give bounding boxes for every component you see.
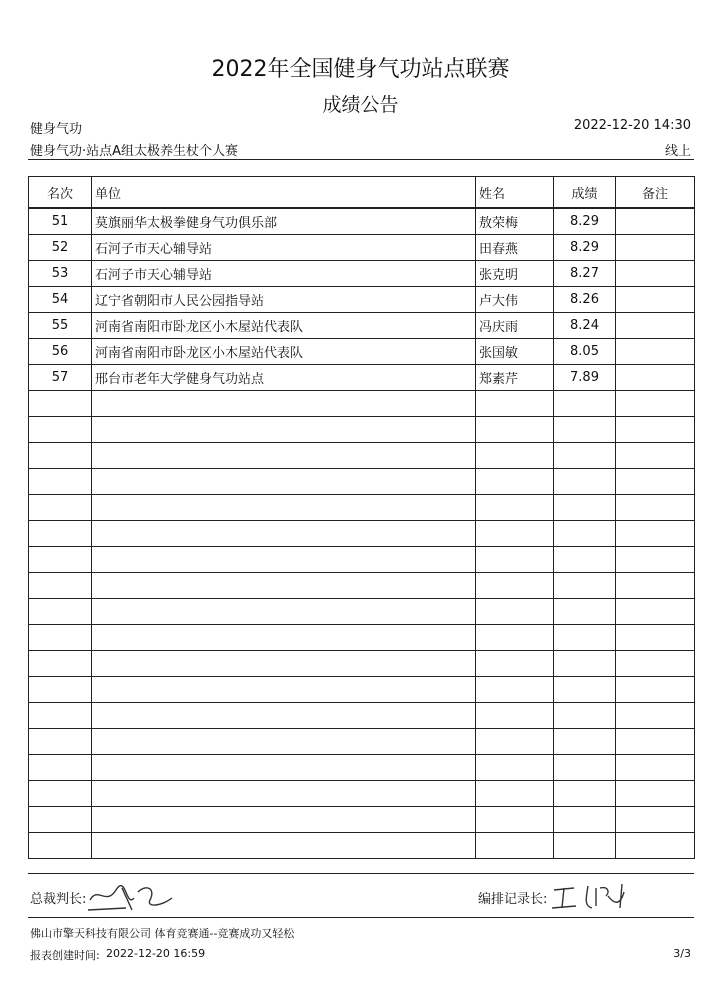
- cell-score: 7.89: [554, 365, 616, 391]
- cell-note: [616, 755, 695, 781]
- cell-note: [616, 833, 695, 859]
- empty-table-row: [29, 391, 695, 417]
- cell-score: [554, 547, 616, 573]
- cell-rank: [29, 391, 92, 417]
- cell-note: [616, 677, 695, 703]
- cell-name: [476, 391, 554, 417]
- cell-rank: 53: [29, 261, 92, 287]
- cell-rank: [29, 781, 92, 807]
- empty-table-row: [29, 547, 695, 573]
- cell-unit: [92, 833, 476, 859]
- cell-unit: 石河子市天心辅导站: [92, 261, 476, 287]
- cell-unit: 石河子市天心辅导站: [92, 235, 476, 261]
- cell-note: [616, 235, 695, 261]
- cell-name: 张国敏: [476, 339, 554, 365]
- page-title: 2022年全国健身气功站点联赛: [211, 57, 510, 82]
- cell-unit: [92, 677, 476, 703]
- cell-score: [554, 677, 616, 703]
- empty-table-row: [29, 599, 695, 625]
- cell-unit: [92, 469, 476, 495]
- cell-rank: [29, 495, 92, 521]
- empty-table-row: [29, 651, 695, 677]
- cell-score: [554, 703, 616, 729]
- cell-name: [476, 625, 554, 651]
- cell-rank: 56: [29, 339, 92, 365]
- cell-unit: [92, 391, 476, 417]
- cell-rank: [29, 833, 92, 859]
- col-unit-header: 单位: [92, 177, 476, 209]
- empty-table-row: [29, 443, 695, 469]
- cell-score: [554, 807, 616, 833]
- cell-unit: [92, 781, 476, 807]
- cell-rank: [29, 599, 92, 625]
- cell-score: 8.29: [554, 235, 616, 261]
- cell-score: 8.27: [554, 261, 616, 287]
- footer-company: 佛山市擎天科技有限公司 体育竞赛通--竞赛成功又轻松: [30, 927, 295, 940]
- cell-score: 8.05: [554, 339, 616, 365]
- empty-table-row: [29, 781, 695, 807]
- table-row: [29, 261, 695, 287]
- cell-note: [616, 287, 695, 313]
- col-score-header: 成绩: [554, 177, 616, 209]
- cell-rank: [29, 521, 92, 547]
- category-label: 健身气功: [30, 122, 83, 137]
- empty-table-row: [29, 469, 695, 495]
- cell-unit: [92, 625, 476, 651]
- recorder-signature-icon: [548, 878, 638, 914]
- cell-note: [616, 391, 695, 417]
- empty-table-row: [29, 573, 695, 599]
- event-label: 健身气功·站点A组太极养生杖个人赛: [30, 144, 239, 159]
- cell-unit: [92, 807, 476, 833]
- cell-unit: [92, 417, 476, 443]
- cell-rank: [29, 417, 92, 443]
- cell-score: [554, 495, 616, 521]
- cell-note: [616, 495, 695, 521]
- datetime-label: 2022-12-20 14:30: [573, 118, 691, 133]
- cell-note: [616, 573, 695, 599]
- cell-name: [476, 521, 554, 547]
- cell-note: [616, 365, 695, 391]
- cell-rank: [29, 573, 92, 599]
- cell-note: [616, 703, 695, 729]
- cell-note: [616, 625, 695, 651]
- cell-note: [616, 729, 695, 755]
- cell-score: [554, 443, 616, 469]
- cell-name: [476, 833, 554, 859]
- results-table: [28, 176, 695, 859]
- empty-table-row: [29, 625, 695, 651]
- results-table-body: [29, 208, 695, 859]
- cell-name: 田春燕: [476, 235, 554, 261]
- cell-score: 8.29: [554, 208, 616, 235]
- cell-name: 郑素芹: [476, 365, 554, 391]
- cell-rank: 52: [29, 235, 92, 261]
- recorder-label: 编排记录长:: [478, 892, 548, 907]
- cell-rank: [29, 677, 92, 703]
- cell-note: [616, 417, 695, 443]
- cell-rank: [29, 703, 92, 729]
- empty-table-row: [29, 703, 695, 729]
- cell-name: [476, 495, 554, 521]
- cell-unit: 莫旗丽华太极拳健身气功俱乐部: [92, 208, 476, 235]
- cell-score: [554, 521, 616, 547]
- cell-rank: 55: [29, 313, 92, 339]
- cell-note: [616, 261, 695, 287]
- cell-note: [616, 313, 695, 339]
- cell-score: [554, 833, 616, 859]
- cell-note: [616, 781, 695, 807]
- cell-score: [554, 391, 616, 417]
- cell-note: [616, 208, 695, 235]
- cell-note: [616, 469, 695, 495]
- cell-name: 卢大伟: [476, 287, 554, 313]
- cell-rank: 54: [29, 287, 92, 313]
- cell-score: [554, 417, 616, 443]
- cell-score: [554, 781, 616, 807]
- cell-name: [476, 677, 554, 703]
- cell-name: [476, 807, 554, 833]
- footer-created-time: 2022-12-20 16:59: [106, 947, 206, 960]
- cell-rank: [29, 443, 92, 469]
- cell-note: [616, 599, 695, 625]
- empty-table-row: [29, 677, 695, 703]
- col-note-header: 备注: [616, 177, 695, 209]
- table-row: [29, 235, 695, 261]
- chief-referee-signature-icon: [86, 880, 176, 916]
- cell-note: [616, 339, 695, 365]
- cell-unit: 邢台市老年大学健身气功站点: [92, 365, 476, 391]
- cell-unit: [92, 573, 476, 599]
- cell-unit: [92, 729, 476, 755]
- cell-unit: 河南省南阳市卧龙区小木屋站代表队: [92, 313, 476, 339]
- cell-rank: 51: [29, 208, 92, 235]
- table-row: [29, 208, 695, 235]
- footer-divider: [28, 917, 694, 918]
- page-subtitle: 成绩公告: [322, 94, 399, 116]
- cell-note: [616, 807, 695, 833]
- cell-name: [476, 755, 554, 781]
- cell-score: [554, 625, 616, 651]
- cell-unit: 辽宁省朝阳市人民公园指导站: [92, 287, 476, 313]
- empty-table-row: [29, 495, 695, 521]
- cell-name: [476, 443, 554, 469]
- cell-unit: [92, 547, 476, 573]
- cell-name: [476, 651, 554, 677]
- cell-name: [476, 417, 554, 443]
- cell-note: [616, 651, 695, 677]
- empty-table-row: [29, 833, 695, 859]
- cell-note: [616, 547, 695, 573]
- cell-score: 8.26: [554, 287, 616, 313]
- cell-rank: [29, 729, 92, 755]
- col-name-header: 姓名: [476, 177, 554, 209]
- cell-unit: [92, 599, 476, 625]
- empty-table-row: [29, 807, 695, 833]
- cell-name: [476, 729, 554, 755]
- cell-unit: [92, 443, 476, 469]
- mode-label: 线上: [664, 144, 691, 159]
- signature-top-divider: [28, 873, 694, 874]
- table-row: [29, 313, 695, 339]
- cell-unit: [92, 651, 476, 677]
- table-row: [29, 287, 695, 313]
- cell-note: [616, 443, 695, 469]
- cell-score: [554, 573, 616, 599]
- cell-rank: 57: [29, 365, 92, 391]
- cell-score: 8.24: [554, 313, 616, 339]
- cell-score: [554, 755, 616, 781]
- cell-unit: [92, 755, 476, 781]
- table-row: [29, 339, 695, 365]
- cell-name: 张克明: [476, 261, 554, 287]
- cell-name: [476, 781, 554, 807]
- col-rank-header: 名次: [29, 177, 92, 209]
- table-row: [29, 365, 695, 391]
- empty-table-row: [29, 417, 695, 443]
- cell-unit: 河南省南阳市卧龙区小木屋站代表队: [92, 339, 476, 365]
- cell-note: [616, 521, 695, 547]
- cell-name: [476, 547, 554, 573]
- footer-page-number: 3/3: [673, 947, 691, 960]
- empty-table-row: [29, 755, 695, 781]
- empty-table-row: [29, 521, 695, 547]
- empty-table-row: [29, 729, 695, 755]
- cell-score: [554, 469, 616, 495]
- cell-score: [554, 729, 616, 755]
- cell-name: [476, 469, 554, 495]
- cell-name: [476, 573, 554, 599]
- cell-rank: [29, 547, 92, 573]
- cell-rank: [29, 469, 92, 495]
- header-divider: [28, 159, 694, 160]
- cell-name: 敖荣梅: [476, 208, 554, 235]
- chief-referee-label: 总裁判长:: [30, 892, 87, 907]
- cell-rank: [29, 807, 92, 833]
- cell-rank: [29, 755, 92, 781]
- cell-name: [476, 703, 554, 729]
- cell-unit: [92, 703, 476, 729]
- cell-rank: [29, 651, 92, 677]
- cell-score: [554, 599, 616, 625]
- cell-name: [476, 599, 554, 625]
- cell-unit: [92, 521, 476, 547]
- table-header-row: [29, 177, 695, 209]
- cell-name: 冯庆雨: [476, 313, 554, 339]
- cell-rank: [29, 625, 92, 651]
- cell-score: [554, 651, 616, 677]
- cell-unit: [92, 495, 476, 521]
- footer-created-label: 报表创建时间:: [30, 949, 100, 962]
